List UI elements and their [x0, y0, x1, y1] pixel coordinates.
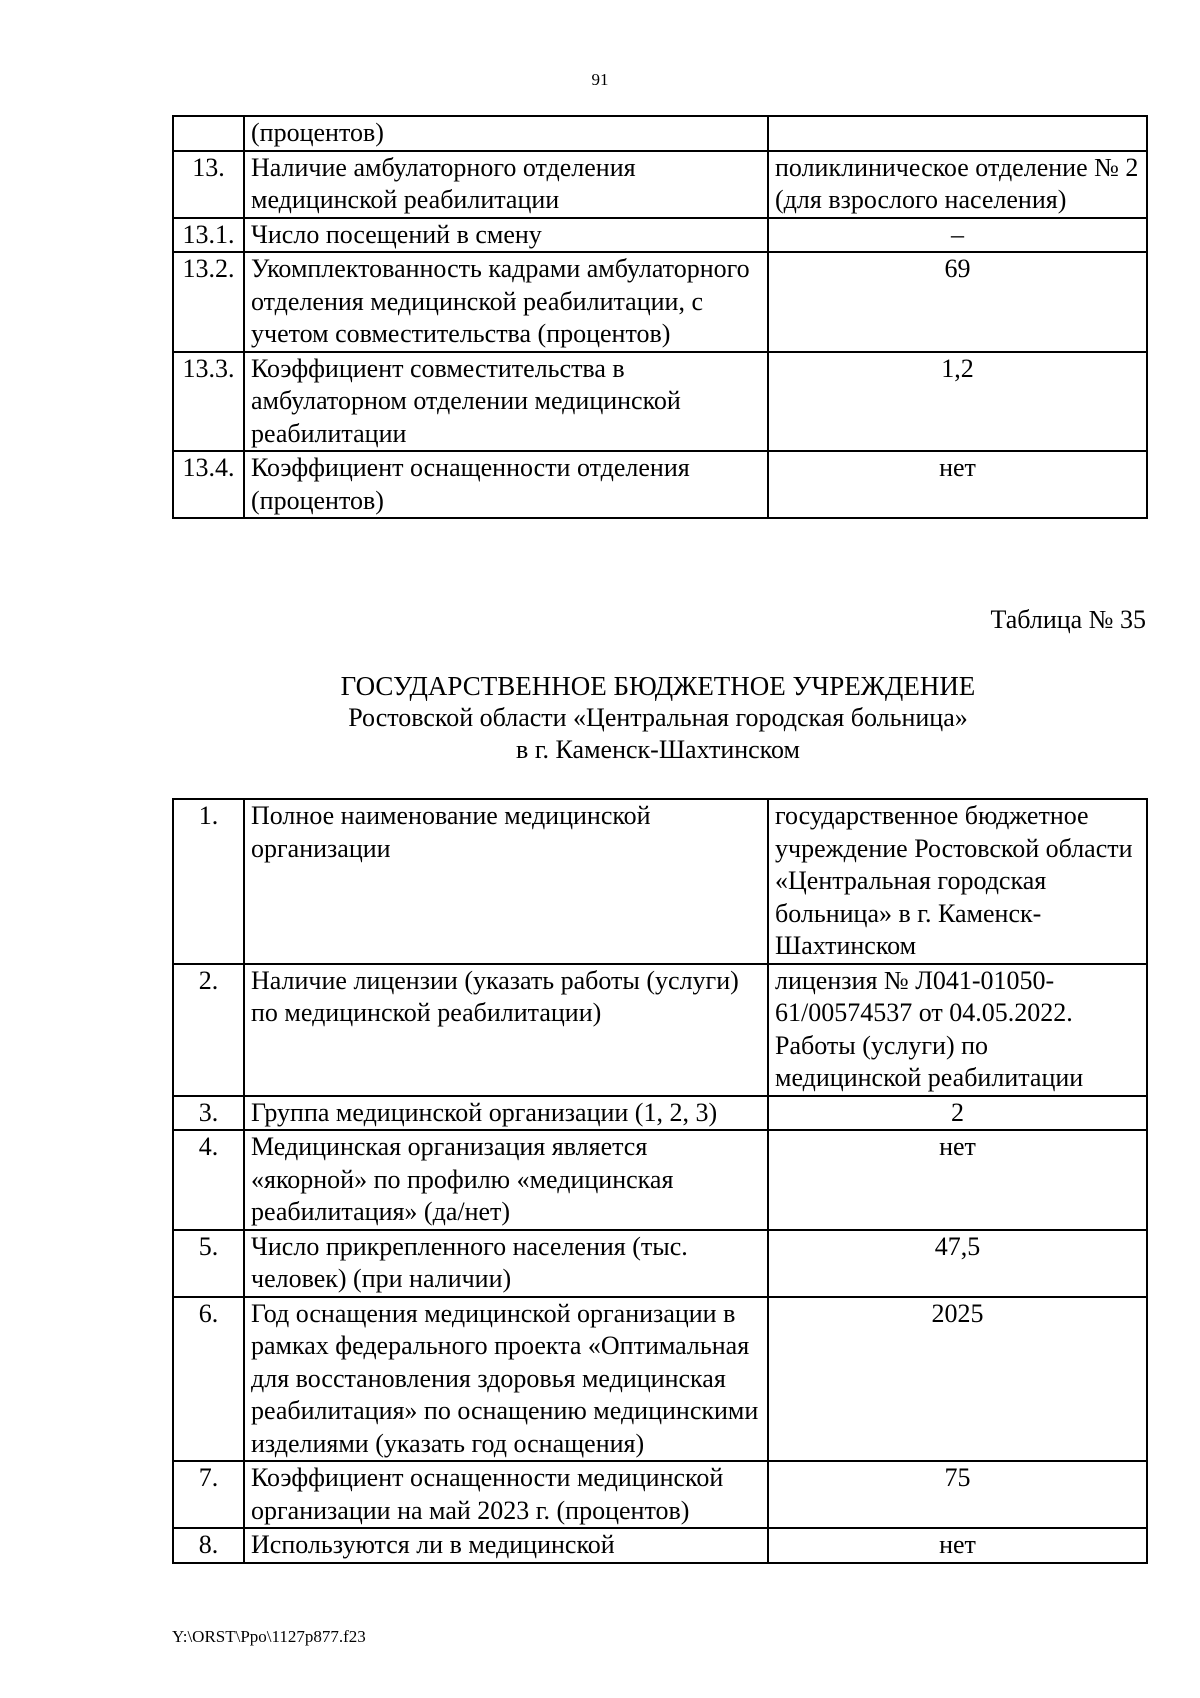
organization-heading-line-2: Ростовской области «Центральная городская больница» [348, 703, 968, 732]
table-row [173, 116, 1147, 151]
row-number: 5. [173, 1230, 244, 1297]
row-indicator: Год оснащения медицинской организации в рамках федерального проекта «Оптимальная для восстановления здоровья медицинская реабилитация» по оснащению медицинскими изделиями (указать год оснащения) [244, 1297, 768, 1462]
row-value: государственное бюджетное учреждение Ростовской области «Центральная городская больница» в г. Каменск-Шахтинском [768, 799, 1147, 964]
table-row [173, 1297, 1147, 1462]
row-number [173, 116, 244, 151]
table-row [173, 964, 1147, 1096]
row-number: 7. [173, 1461, 244, 1528]
row-value: нет [768, 451, 1147, 518]
table-caption: Таблица № 35 [990, 605, 1146, 634]
row-number: 6. [173, 1297, 244, 1462]
row-value: 69 [768, 252, 1147, 352]
row-indicator: Наличие амбулаторного отделения медицинской реабилитации [244, 151, 768, 218]
continued-table [172, 115, 1148, 519]
row-value: 2 [768, 1096, 1147, 1131]
row-value [768, 116, 1147, 151]
table-row [173, 799, 1147, 964]
table-row [173, 1096, 1147, 1131]
row-number: 4. [173, 1130, 244, 1230]
row-value: 2025 [768, 1297, 1147, 1462]
row-indicator: Наличие лицензии (указать работы (услуги) по медицинской реабилитации) [244, 964, 768, 1096]
row-value: поликлиническое отделение № 2 (для взрослого населения) [768, 151, 1147, 218]
row-indicator: (процентов) [244, 116, 768, 151]
row-number: 13.3. [173, 352, 244, 452]
table-row [173, 151, 1147, 218]
row-number: 13.2. [173, 252, 244, 352]
row-value: нет [768, 1528, 1147, 1563]
row-value: лицензия № Л041-01050-61/00574537 от 04.05.2022. Работы (услуги) по медицинской реабилитации [768, 964, 1147, 1096]
table-row [173, 1528, 1147, 1563]
row-value: 1,2 [768, 352, 1147, 452]
row-indicator: Полное наименование медицинской организации [244, 799, 768, 964]
row-indicator: Число посещений в смену [244, 218, 768, 253]
organization-heading-line-1: ГОСУДАРСТВЕННОЕ БЮДЖЕТНОЕ УЧРЕЖДЕНИЕ [340, 671, 976, 701]
row-indicator: Используются ли в медицинской [244, 1528, 768, 1563]
table-row [173, 1130, 1147, 1230]
row-value: – [768, 218, 1147, 253]
organization-table [172, 798, 1148, 1564]
row-indicator: Группа медицинской организации (1, 2, 3) [244, 1096, 768, 1131]
table-row [173, 1230, 1147, 1297]
row-indicator: Коэффициент оснащенности медицинской организации на май 2023 г. (процентов) [244, 1461, 768, 1528]
organization-heading [0, 670, 1200, 766]
row-indicator: Коэффициент оснащенности отделения (процентов) [244, 451, 768, 518]
row-indicator: Число прикрепленного населения (тыс. человек) (при наличии) [244, 1230, 768, 1297]
row-number: 8. [173, 1528, 244, 1563]
row-indicator: Коэффициент совместительства в амбулаторном отделении медицинской реабилитации [244, 352, 768, 452]
row-value: 47,5 [768, 1230, 1147, 1297]
table-row [173, 352, 1147, 452]
table-row [173, 1461, 1147, 1528]
table-row [173, 451, 1147, 518]
row-value: 75 [768, 1461, 1147, 1528]
row-indicator: Медицинская организация является «якорной» по профилю «медицинская реабилитация» (да/нет) [244, 1130, 768, 1230]
row-number: 13.4. [173, 451, 244, 518]
organization-heading-line-3: в г. Каменск-Шахтинском [516, 735, 800, 764]
table-row [173, 252, 1147, 352]
row-number: 3. [173, 1096, 244, 1131]
page-number: 91 [591, 70, 609, 89]
row-indicator: Укомплектованность кадрами амбулаторного отделения медицинской реабилитации, с учетом совместительства (процентов) [244, 252, 768, 352]
row-value: нет [768, 1130, 1147, 1230]
footer-file-path: Y:\ORST\Ppo\1127p877.f23 [172, 1627, 366, 1646]
row-number: 13. [173, 151, 244, 218]
row-number: 1. [173, 799, 244, 964]
row-number: 13.1. [173, 218, 244, 253]
row-number: 2. [173, 964, 244, 1096]
table-row [173, 218, 1147, 253]
